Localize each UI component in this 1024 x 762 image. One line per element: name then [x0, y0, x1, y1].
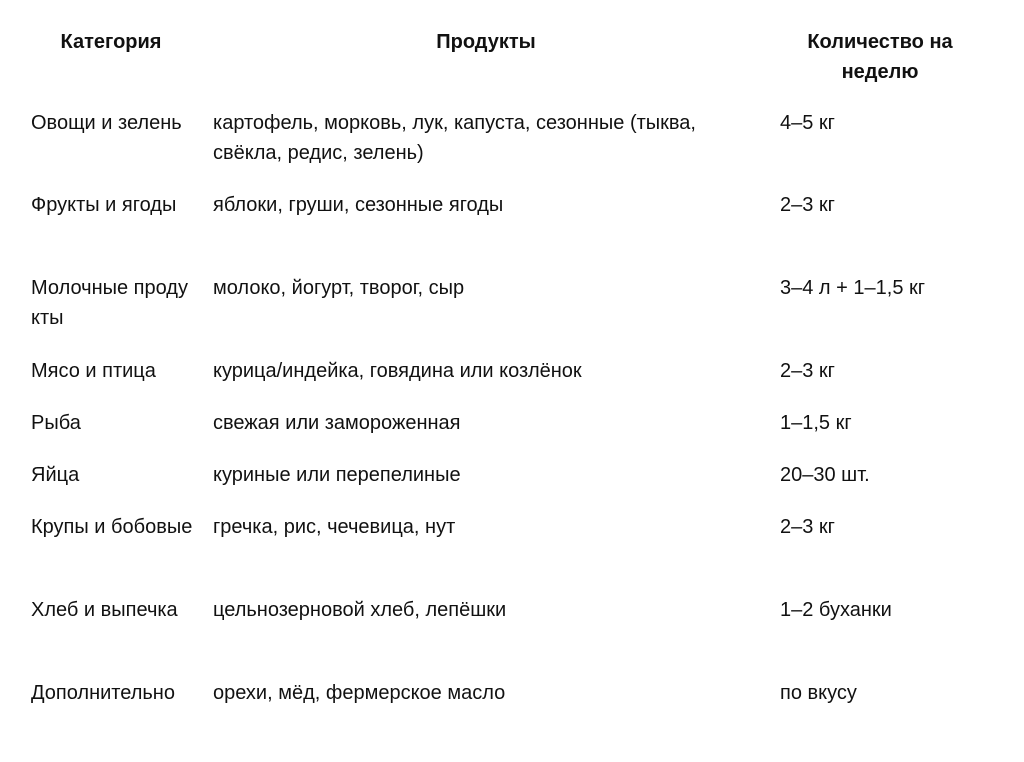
header-category: Категория [60, 31, 162, 53]
cell-quantity: 2–3 кг [780, 360, 835, 382]
header-products: Продукты [436, 31, 536, 53]
cell-quantity: 1–1,5 кг [780, 412, 852, 434]
cell-quantity: 20–30 шт. [780, 464, 870, 486]
cell-quantity: 3–4 л + 1–1,5 кг [780, 277, 926, 299]
cell-category: Хлеб и выпечка [31, 599, 178, 621]
cell-category: Крупы и бобовые [31, 516, 193, 538]
cell-products: курица/индейка, говядина или козлёнок [213, 360, 582, 382]
cell-products: цельнозерновой хлеб, лепёшки [213, 599, 507, 621]
cell-category: Дополнительно [31, 682, 175, 704]
cell-products: молоко, йогурт, творог, сыр [213, 277, 465, 299]
cell-quantity: 1–2 буханки [780, 599, 892, 621]
cell-products: орехи, мёд, фермерское масло [213, 682, 506, 704]
cell-quantity: 2–3 кг [780, 194, 835, 216]
cell-products: гречка, рис, чечевица, нут [213, 516, 456, 538]
cell-category: Молочные продукты [31, 277, 188, 329]
cell-quantity: по вкусу [780, 682, 857, 704]
cell-category: Яйца [31, 464, 80, 486]
cell-products: картофель, морковь, лук, капуста, сезонные (тыква, свёкла, редис, зелень) [213, 112, 696, 164]
cell-category: Мясо и птица [31, 360, 156, 382]
cell-category: Фрукты и ягоды [31, 194, 177, 216]
cell-quantity: 2–3 кг [780, 516, 835, 538]
cell-products: свежая или замороженная [213, 412, 461, 434]
cell-category: Овощи и зелень [31, 112, 182, 134]
cell-quantity: 4–5 кг [780, 112, 835, 134]
cell-products: куриные или перепелиные [213, 464, 461, 486]
cell-category: Рыба [31, 412, 81, 434]
cell-products: яблоки, груши, сезонные ягоды [213, 194, 504, 216]
header-quantity: Количество на неделю [807, 31, 953, 83]
